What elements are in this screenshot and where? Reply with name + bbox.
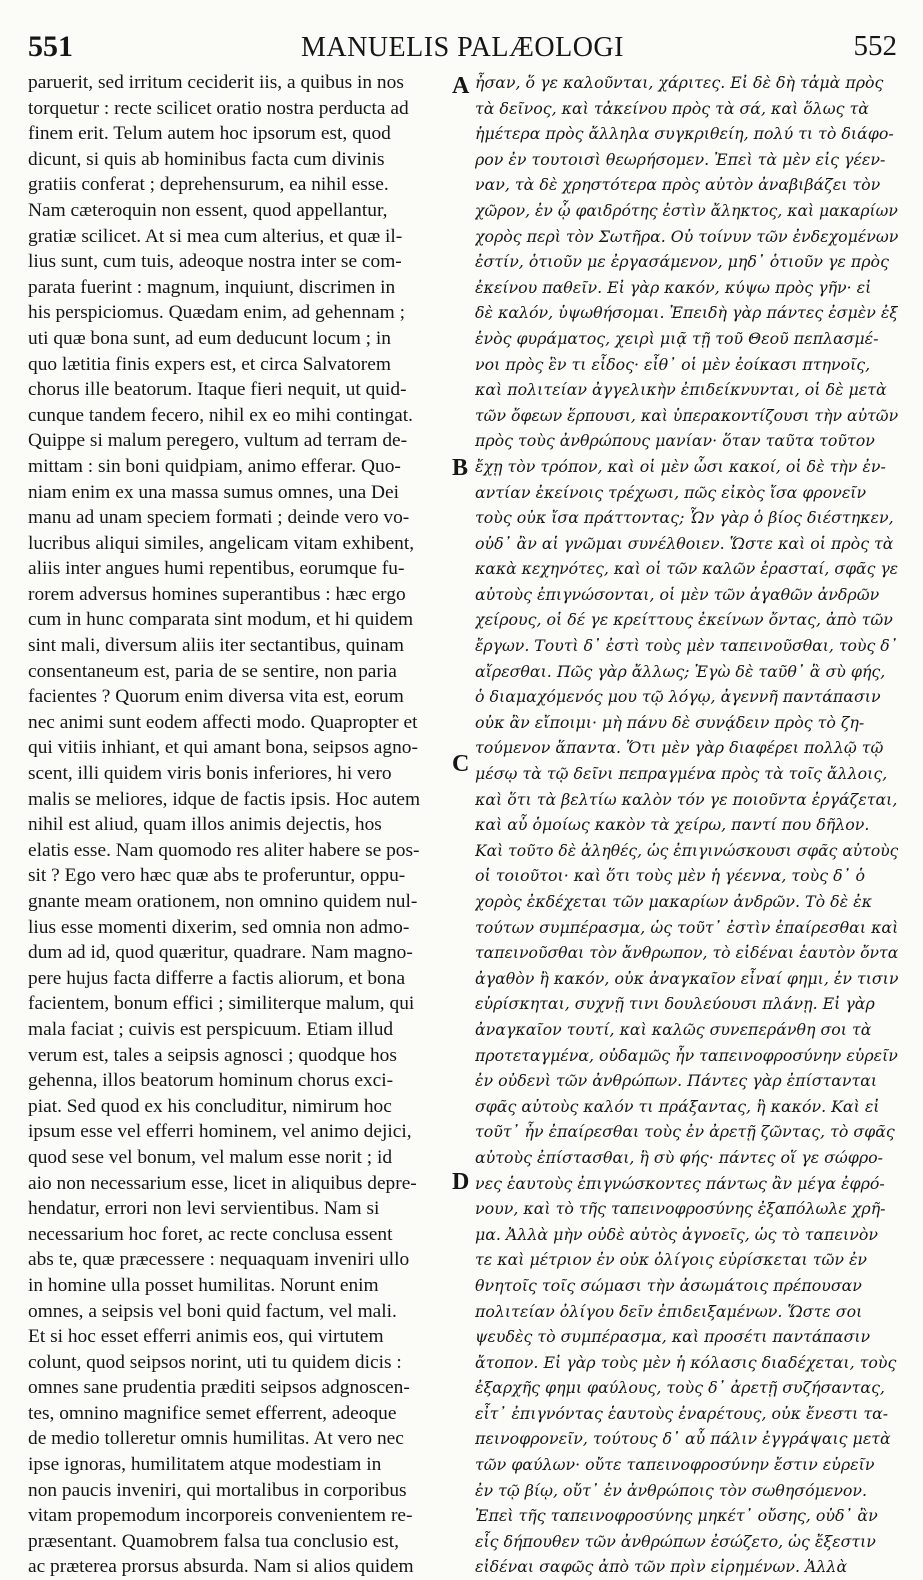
latin-text-line: verum est, tales a seipsis agnosci ; quodque hos: [28, 1044, 397, 1066]
latin-column: [28, 70, 456, 1580]
greek-text-line: κακὰ κεχηνότες, καὶ οἱ τῶν καλῶν ἐρασταί, σφᾶς γε: [475, 559, 898, 579]
greek-text-line: ἐκείνου παθεῖν. Εἰ γὰρ κακόν, κύψω πρὸς γῆν· εἰ: [475, 277, 872, 297]
greek-text-line: πεινοφρονεῖν, τούτους δ᾽ αὖ πάλιν ἐγγράψαις μετὰ: [475, 1429, 891, 1449]
greek-text-line: σφᾶς αὐτοὺς καλόν τι πράξαντας, ἢ κακόν. Καὶ εἰ: [475, 1096, 880, 1116]
greek-text-line: πολιτείαν ὀλίγου δεῖν ἐπιδειξαμένων. Ὥστε σοι: [475, 1301, 863, 1321]
latin-text-line: necessarium hoc foret, ac recte conclusa essent: [28, 1223, 393, 1245]
running-header: [28, 30, 897, 70]
greek-text-line: τῶν ὄφεων ἕρπουσι, καὶ ὑπερακοντίζουσι τὴν αὐτῶν: [475, 405, 898, 425]
latin-text-line: chorus ille beatorum. Itaque fieri nequit, ut quid-: [28, 379, 407, 401]
latin-text-line: mala faciat ; cuivis est perspicuum. Etiam illud: [28, 1018, 394, 1040]
latin-text-line: quo lætitia finis expers est, et circa Salvatorem: [28, 353, 391, 375]
latin-text-line: lius sunt, cum tuis, adeoque nostra inter se com-: [28, 251, 402, 273]
greek-text-line: ψευδὲς τὸ συμπέρασμα, καὶ προσέτι παντάπασιν: [475, 1327, 871, 1347]
greek-text-line: ἑνὸς φυράματος, χειρὶ μιᾷ τῇ τοῦ Θεοῦ πεπλασμέ-: [475, 328, 879, 348]
greek-text-line: ἐν οὐδενὶ τῶν ἀνθρώπων. Πάντες γὰρ ἐπίστανται: [475, 1071, 878, 1091]
latin-text-line: nihil est aliud, quam illos animis dejectis, hos: [28, 814, 382, 836]
greek-text-line: εὑρίσκηται, συχνῇ τινι δουλεύουσι πλάνῃ. Εἰ γὰρ: [475, 994, 875, 1014]
greek-text-line: τούμενον ἅπαντα. Ὅτι μὲν γὰρ διαφέρει πολλῷ τῷ: [475, 738, 884, 758]
latin-text-line: mittam : sin boni quidpiam, animo efferar. Quo-: [28, 455, 401, 477]
greek-text-line: πρὸς τοὺς ἀνθρώπους μανίαν· ὅταν ταῦτα τοῦτον: [475, 431, 875, 451]
greek-text-line: καὶ αὖ ὁμοίως κακὸν τὰ χείρω, παντί που δῆλον.: [475, 815, 870, 835]
latin-text-line: vitam propemodum incorporeis convenientem re-: [28, 1505, 413, 1527]
page-number-left: 551: [28, 30, 73, 63]
greek-text-line: θνητοῖς τοῖς σώμασι τὴν ἀσωμάτοις πρέπουσαν: [475, 1275, 862, 1295]
latin-text-line: omnes, a seipsis vel boni quid factum, vel mali.: [28, 1300, 397, 1322]
greek-text-line: τοῦτ᾽ ἦν ἐπαίρεσθαι τοὺς ἐν ἀρετῇ ζῶντας, τὸ σφᾶς: [475, 1122, 895, 1142]
latin-text-line: qui vitiis inhiant, et qui amant bona, seipsos agno-: [28, 737, 418, 759]
greek-text-line: οὐκ ἂν εἴποιμι· μὴ πάνυ δὲ συνᾴδειν πρὸς τὸ ζη-: [475, 712, 865, 732]
latin-text-line: lucribus aliqui similes, angelicam vitam exhibent,: [28, 532, 415, 554]
latin-text-line: nec animi sunt eodem affecti modo. Quapropter et: [28, 711, 418, 733]
greek-text-line: ταπεινοῦσθαι τὸν ἄνθρωπον, τὸ εἰδέναι ἑαυτὸν ὄντα: [475, 943, 898, 963]
greek-text-line: αντίαν ἐκείνοις τρέχωσι, πῶς εἰκὸς ἴσα φρονεῖν: [475, 482, 867, 502]
greek-text-line: αἴρεσθαι. Πῶς γὰρ ἄλλως; Ἐγὼ δὲ ταῦθ᾽ ἃ σὺ φής,: [475, 661, 886, 681]
latin-text-line: facientes ? Quorum enim diversa vita est, eorum: [28, 686, 404, 708]
greek-text-line: χορὸς ἐκδέχεται τῶν μακαρίων ἀνδρῶν. Τὸ δὲ ἐκ: [475, 892, 872, 911]
greek-text-line: μα. Ἀλλὰ μὴν οὐδὲ αὐτὸς ἀγνοεῖς, ὡς τὸ ταπεινὸν: [475, 1224, 878, 1244]
greek-text-line: τοὺς οὐκ ἴσα πράττοντας; Ὧν γὰρ ὁ βίος διέστηκεν,: [475, 508, 894, 528]
greek-text-line: τούτων συμπέρασμα, ὡς τοῦτ᾽ ἐστὶν ἐπαίρεσθαι καὶ: [475, 917, 898, 937]
latin-text-line: ac præterea prorsus absurda. Nam si alios quidem: [28, 1556, 414, 1578]
latin-text-line: hendatur, errori non levi servientibus. Nam si: [28, 1198, 380, 1220]
latin-text-line: sit ? Ego vero hæc quæ abs te proferuntur, oppu-: [28, 865, 406, 887]
greek-text-line: ὁ διαμαχόμενός μου τῷ λόγῳ, ἀγεννῆ παντάπασιν: [475, 687, 881, 707]
latin-text-line: scent, illi quidem viris bonis inferiores, hi vero: [28, 763, 392, 785]
greek-text-line: οὐδ᾽ ἂν αἱ γνῶμαι συνέλθοιεν. Ὥστε καὶ οἱ πρὸς τὰ: [475, 533, 894, 553]
section-marker-a: A: [452, 73, 470, 99]
greek-text-line: εἰδέναι σαφῶς ἀπὸ τῶν πρὶν εἰρημένων. Ἀλλὰ: [475, 1557, 848, 1577]
latin-text-line: cunque tandem fecero, nihil ex eo mihi contingat.: [28, 404, 413, 426]
greek-text-line: ἡμέτερα πρὸς ἄλληλα συγκριθείη, πολύ τι τὸ διάφο-: [475, 124, 894, 144]
greek-text-line: καὶ ὅτι τὰ βελτίω καλὸν τόν γε ποιοῦντα ἐργάζεται,: [475, 789, 898, 809]
greek-text-line: ἦσαν, ὅ γε καλοῦνται, χάριτες. Εἰ δὲ δὴ τἀμὰ πρὸς: [475, 73, 884, 92]
latin-text-line: non paucis inveniri, qui mortalibus in corporibus: [28, 1479, 407, 1501]
latin-text-line: dum ad id, quod quæritur, quadrare. Nam magno-: [28, 942, 413, 964]
latin-text-line: sint mali, diversum aliis iter sectantibus, quinam: [28, 635, 404, 657]
latin-text-line: tes, omnino magnifice semet efferrent, adeoque: [28, 1402, 397, 1424]
latin-text-line: quod sese vel bonum, vel malum esse norit ; id: [28, 1146, 393, 1168]
greek-text-line: αὐτοὺς ἐπιγνώσονται, οἱ μὲν τῶν ἀγαθῶν ἀνδρῶν: [475, 584, 880, 604]
latin-text-line: elatis esse. Nam quomodo res aliter habere se pos-: [28, 839, 420, 861]
greek-text-line: ἔχῃ τὸν τρόπον, καὶ οἱ μὲν ὦσι κακοί, οἱ δὲ τὴν ἐν-: [475, 456, 886, 476]
greek-text-line: ἐξαρχῆς φημι φαύλους, τοὺς δ᾽ ἀρετῇ συζήσαντας,: [475, 1378, 885, 1398]
latin-text-line: gehenna, illos beatorum hominum chorus exci-: [28, 1070, 394, 1092]
greek-text-line: ἀναγκαῖον τουτί, καὶ καλῶς συνεπεράνθη σοι τὰ: [475, 1019, 872, 1039]
latin-text-line: ipsum esse vel efferri hominem, vel animo dejici,: [28, 1121, 412, 1143]
latin-text-line: paruerit, sed irritum ceciderit iis, a quibus in nos: [28, 72, 404, 93]
greek-text-line: ἐν τῷ βίῳ, οὔτ᾽ ἐν ἀνθρώποις τὸν σωθησόμενον.: [475, 1480, 868, 1500]
latin-text-line: torquetur : recte scilicet oratio nostra perducta ad: [28, 97, 409, 119]
greek-text-line: χορὸς περὶ τὸν Σωτῆρα. Οὐ τοίνυν τῶν ἐνδεχομένων: [475, 226, 898, 246]
latin-text-line: Et si hoc esset efferri animis eos, qui virtutem: [28, 1326, 384, 1348]
greek-text-line: εἶτ᾽ ἐπιγνόντας ἑαυτοὺς ἐναρέτους, οὐκ ἔνεστι τα-: [475, 1403, 889, 1423]
greek-text-line: αὐτοὺς ἐπίστασθαι, ἣ σὺ φής· πάντες οἵ γε σώφρο-: [475, 1147, 884, 1167]
latin-text-line: præsentant. Quamobrem falsa tua conclusio est,: [28, 1530, 400, 1552]
greek-text-line: χείρους, οἱ δέ γε κρείττους ἐκείνων ὄντας, ἀπὸ τῶν: [475, 610, 893, 630]
latin-text-line: malis se meliores, idque de factis ipsis. Hoc autem: [28, 788, 421, 810]
latin-text-line: gnante meam orationem, non omnino quidem nul-: [28, 891, 418, 912]
greek-text-line: ἐστίν, ὁτιοῦν με ἐργασάμενον, μηδ᾽ ὁτιοῦν γε πρὸς: [475, 252, 889, 272]
latin-text-line: rorem adversus homines superantibus : hæc ergo: [28, 583, 406, 605]
greek-text-line: ἄτοπον. Εἰ γὰρ τοὺς μὲν ἡ κόλασις διαδέχεται, τοὺς: [475, 1352, 897, 1372]
latin-text-line: manu ad unam speciem formati ; deinde vero vo-: [28, 507, 410, 529]
greek-text-line: χῶρον, ἐν ᾧ φαιδρότης ἐστὶν ἄληκτος, καὶ μακαρίων: [475, 200, 898, 220]
latin-text-line: lius esse momenti dixerim, sed omnia non admo-: [28, 916, 410, 938]
latin-text-line: Nam cæteroquin non essent, quod appellantur,: [28, 199, 388, 221]
latin-text-line: de medio tolleretur omnis humilitas. At vero nec: [28, 1428, 404, 1450]
greek-column: [475, 70, 898, 1580]
greek-text-line: οἱ τοιοῦτοι· καὶ ὅτι τοὺς μὲν ἡ γέεννα, τοὺς δ᾽ ὁ: [475, 866, 866, 886]
greek-text-line: ρον ἐν τουτοισὶ θεωρήσομεν. Ἐπεὶ τὰ μὲν εἰς γέεν-: [475, 149, 886, 169]
latin-text-line: his perspiciomus. Quædam enim, ad gehennam ;: [28, 302, 405, 324]
greek-text-line: δὲ καλόν, ὑψωθήσομαι. Ἐπειδὴ γὰρ πάντες ἐσμὲν ἐξ: [475, 303, 898, 323]
greek-text-line: προτεταγμένα, οὐδαμῶς ἦν ταπεινοφροσύνην εὑρεῖν: [475, 1045, 898, 1065]
greek-text-line: νες ἑαυτοὺς ἐπιγνώσκοντες πάντως ἂν μέγα ἐφρό-: [475, 1173, 885, 1193]
greek-text-line: τῶν φαύλων· οὔτε ταπεινοφροσύνην ἔστιν εὑρεῖν: [475, 1455, 875, 1475]
latin-text-line: niam enim ex una massa sumus omnes, una Dei: [28, 481, 400, 503]
latin-text-line: gratiæ scilicet. At si mea cum alterius, et quæ il-: [28, 225, 403, 247]
latin-text-line: cum in hunc comparata sint modum, et hi quidem: [28, 609, 414, 631]
latin-text-line: aliis inter angues humi repentibus, eorumque fu-: [28, 558, 405, 580]
greek-text-line: ἔργων. Τουτὶ δ᾽ ἐστὶ τοὺς μὲν ταπεινοῦσθαι, τοὺς δ᾽: [475, 636, 898, 656]
running-title: MANUELIS PALÆOLOGI: [301, 32, 624, 63]
greek-text-line: τὰ δεῖνος, καὶ τἀκείνου πρὸς τὰ σά, καὶ ὅλως τὰ: [475, 98, 869, 118]
greek-text-line: καὶ πολιτείαν ἀγγελικὴν ἐπιδείκνυνται, οἱ δὲ μετὰ: [475, 380, 887, 400]
latin-text-line: parata fuerint : magnum, inquiunt, discrimen in: [28, 276, 396, 298]
latin-text-line: aio non necessarium esse, licet in aliquibus depre-: [28, 1172, 417, 1194]
latin-text-line: dicunt, si quis ab hominibus facta cum divinis: [28, 148, 385, 170]
greek-text-line: εἷς δήπουθεν τῶν ἀνθρώπων ἐσώζετο, ὡς ἔξεστιν: [475, 1531, 876, 1551]
latin-text-line: finem erit. Telum autem hoc ipsorum est, quod: [28, 123, 391, 145]
latin-text-line: uti quæ bona sunt, ad eum deducunt locum ; in: [28, 327, 391, 349]
latin-text-line: gratiis conferat ; deprehensurum, ea nihil esse.: [28, 174, 389, 196]
latin-text-line: Quippe si malum peregero, vultum ad terram de-: [28, 430, 408, 452]
greek-text-line: Ἐπεὶ τῆς ταπεινοφροσύνης μηκέτ᾽ οὔσης, οὐδ᾽ ἂν: [475, 1506, 878, 1526]
latin-text-line: pere hujus facta differre a factis aliorum, et bona: [28, 967, 406, 989]
latin-text-line: omnes sane prudentia præditi seipsos adgnoscen-: [28, 1377, 410, 1399]
latin-text-line: abs te, quæ præcessere : nequaquam inveniri ullo: [28, 1249, 410, 1271]
latin-text-line: in homine ulla posset humilitas. Norunt enim: [28, 1274, 379, 1296]
section-marker-b: B: [452, 455, 469, 481]
section-marker-d: D: [452, 1169, 470, 1195]
greek-text-line: νουν, καὶ τὸ τῆς ταπεινοφροσύνης ἐξαπόλωλε χρῆ-: [475, 1199, 886, 1219]
greek-text-line: ναν, τὰ δὲ χρηστότερα πρὸς αὐτὸν ἀναβιβάζει τὸν: [475, 175, 881, 195]
latin-text-line: piat. Sed quod ex his concluditur, nimirum hoc: [28, 1095, 392, 1117]
greek-text-line: μέσῳ τὰ τῷ δεῖνι πεπραγμένα πρὸς τὰ τοῖς ἄλλοις,: [475, 764, 888, 784]
latin-text-line: consentaneum est, paria de se sentire, non paria: [28, 660, 397, 682]
page-number-right: 552: [853, 30, 897, 62]
section-marker-c: C: [452, 751, 470, 777]
latin-text-line: ipse ignoras, humilitatem atque modestiam in: [28, 1454, 382, 1476]
greek-text-line: Καὶ τοῦτο δὲ ἀληθές, ὡς ἐπιγινώσκουσι σφᾶς αὐτοὺς: [475, 840, 898, 860]
greek-text-line: ἀγαθὸν ἢ κακόν, οὐκ ἀναγκαῖον εἶναί φημι, ἐν τισιν: [475, 968, 898, 988]
greek-text-line: τε καὶ μέτριον ἐν οὐκ ὀλίγοις εὑρίσκεται τῶν ἐν: [475, 1250, 868, 1270]
latin-text-line: facientem, bonum effici ; similiterque malum, qui: [28, 993, 415, 1015]
latin-text-line: colunt, quod seipsos norint, uti tu quidem dicis :: [28, 1351, 402, 1373]
greek-text-line: νοι πρὸς ἓν τι εἶδος· εἶθ᾽ οἱ μὲν ἐοίκασι πτηνοῖς,: [475, 354, 871, 374]
